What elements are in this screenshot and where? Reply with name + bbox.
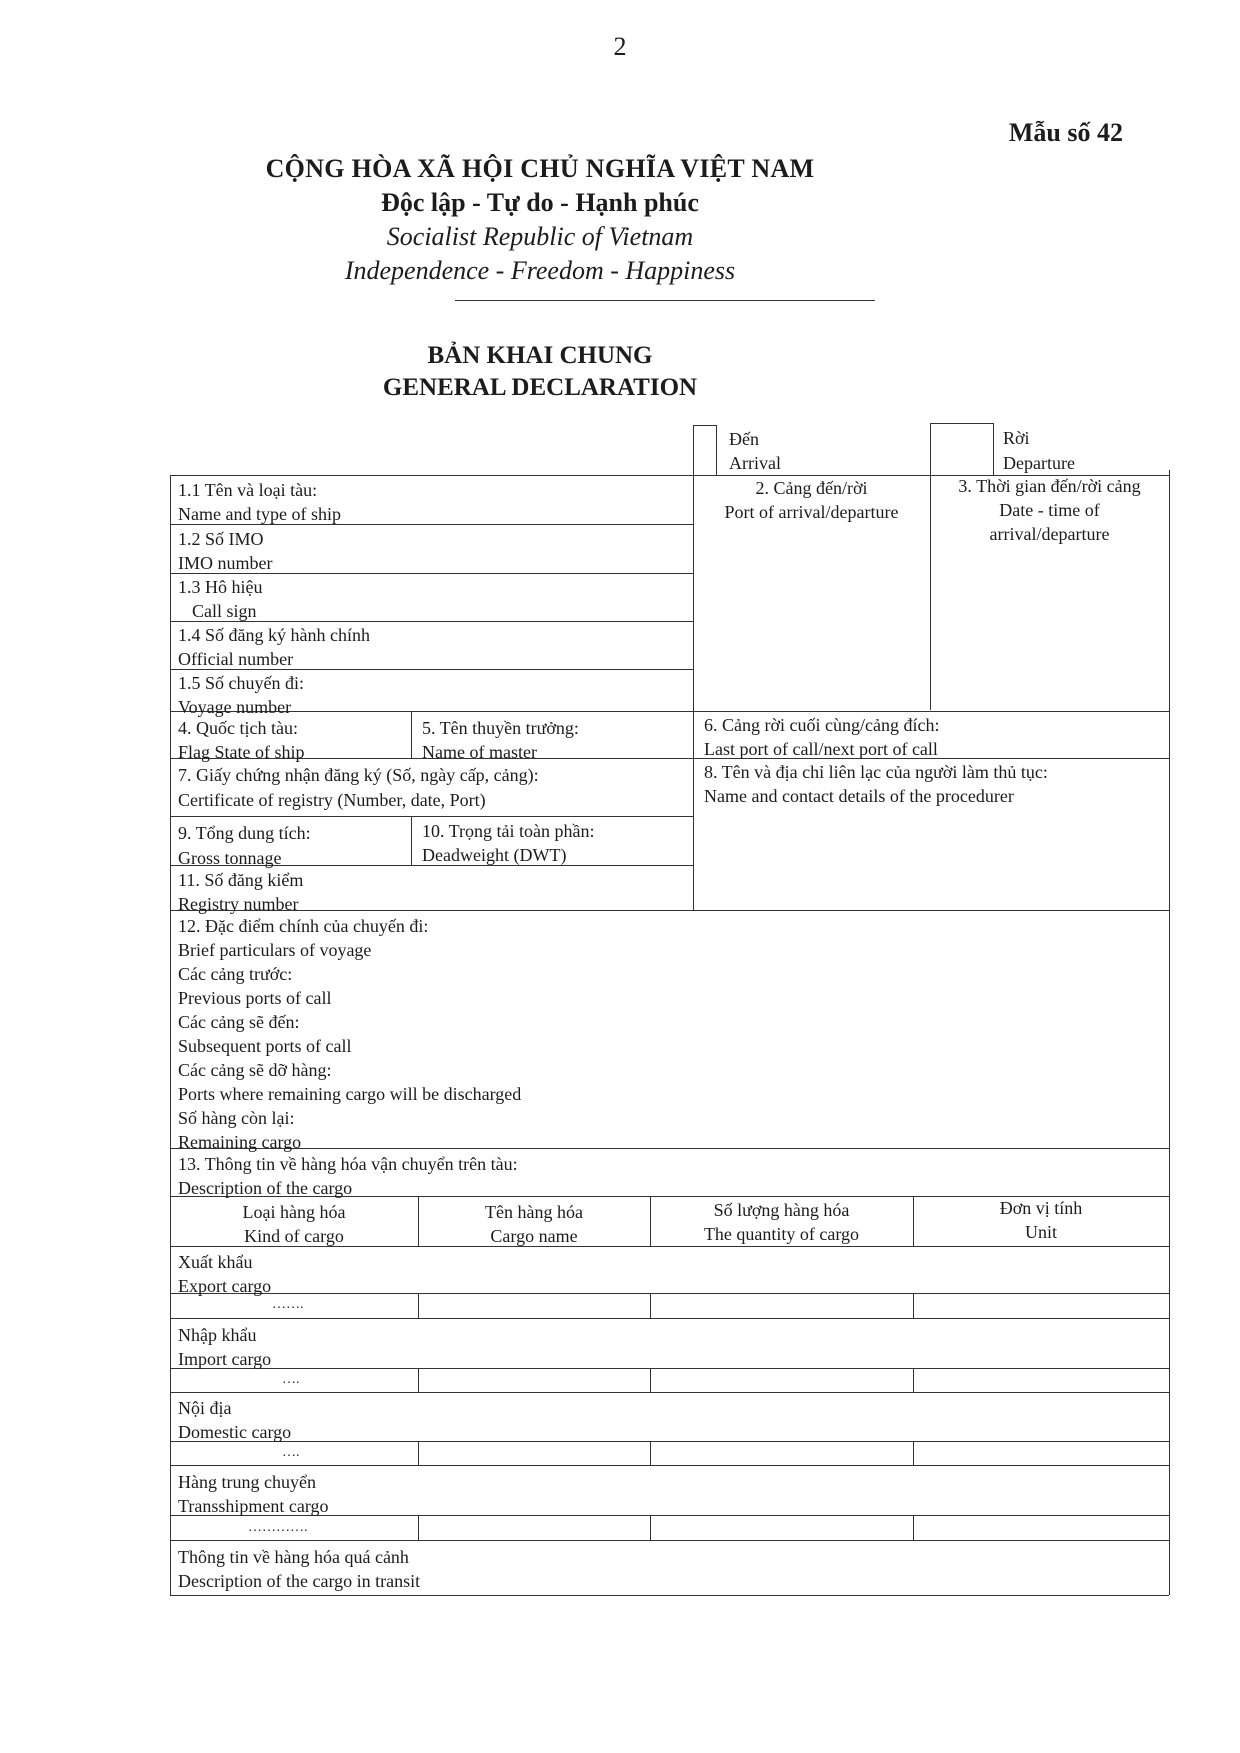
field-5-label-en: Name of master (422, 742, 537, 762)
field-12-line: Subsequent ports of call (178, 1036, 352, 1056)
field-1-1-label-en: Name and type of ship (178, 504, 341, 524)
page-number: 2 (613, 32, 627, 61)
field-7-label-vi: 7. Giấy chứng nhận đăng ký (Số, ngày cấp, cảng): (178, 765, 539, 785)
cargo-header-kind-en: Kind of cargo (244, 1226, 344, 1246)
field-12-line: Số hàng còn lại: (178, 1108, 295, 1128)
field-12-line: Các cảng sẽ dỡ hàng: (178, 1060, 332, 1080)
arrival-label-vi: Đến (729, 429, 759, 449)
field-1-3-label-vi: 1.3 Hô hiệu (178, 577, 263, 597)
field-5-label-vi: 5. Tên thuyền trưởng: (422, 718, 579, 738)
field-3-label-vi: 3. Thời gian đến/rời cảng (958, 476, 1141, 496)
field-1-1-label-vi: 1.1 Tên và loại tàu: (178, 480, 318, 500)
national-motto: Độc lập - Tự do - Hạnh phúc (381, 188, 699, 217)
import-label-en: Import cargo (178, 1349, 272, 1369)
export-dots: ……. (272, 1297, 304, 1312)
field-11-label-vi: 11. Số đăng kiểm (178, 870, 304, 890)
arrival-label-en: Arrival (729, 453, 781, 473)
transshipment-dots: …………. (248, 1520, 308, 1535)
national-name: CỘNG HÒA XÃ HỘI CHỦ NGHĨA VIỆT NAM (265, 154, 815, 183)
field-2-label-vi: 2. Cảng đến/rời (755, 478, 868, 498)
transit-label-vi: Thông tin về hàng hóa quá cảnh (178, 1547, 409, 1567)
transshipment-label-en: Transshipment cargo (178, 1496, 329, 1516)
field-13-label-vi: 13. Thông tin về hàng hóa vận chuyển trên tàu: (178, 1154, 518, 1174)
field-9-label-vi: 9. Tổng dung tích: (178, 823, 311, 843)
field-12-line: 12. Đặc điểm chính của chuyến đi: (178, 916, 429, 936)
cargo-header-kind-vi: Loại hàng hóa (242, 1202, 346, 1222)
header-divider (455, 300, 875, 301)
field-12-line: Các cảng trước: (178, 964, 293, 984)
field-12-line: Các cảng sẽ đến: (178, 1012, 300, 1032)
domestic-dots: …. (282, 1445, 300, 1460)
field-4-label-en: Flag State of ship (178, 742, 305, 762)
field-13-label-en: Description of the cargo (178, 1178, 353, 1198)
export-label-vi: Xuất khẩu (178, 1252, 253, 1272)
national-name-en: Socialist Republic of Vietnam (386, 222, 694, 251)
field-1-3-label-en: Call sign (192, 601, 257, 621)
form-code: Mẫu số 42 (1008, 118, 1123, 147)
cargo-header-unit-vi: Đơn vị tính (999, 1198, 1083, 1218)
departure-label-en: Departure (1003, 453, 1075, 473)
field-1-5-label-en: Voyage number (178, 697, 292, 717)
transit-label-en: Description of the cargo in transit (178, 1571, 421, 1591)
document-title (0, 340, 1160, 404)
field-12-line: Remaining cargo (178, 1132, 302, 1152)
field-10-label-en: Deadweight (DWT) (422, 845, 567, 865)
field-2-label-en: Port of arrival/departure (724, 502, 899, 522)
field-1-2-label-vi: 1.2 Số IMO (178, 529, 264, 549)
field-1-2-label-en: IMO number (178, 553, 273, 573)
field-1-5-label-vi: 1.5 Số chuyến đi: (178, 673, 304, 693)
cargo-header-unit-en: Unit (1024, 1222, 1057, 1242)
cargo-header-quantity-vi: Số lượng hàng hóa (713, 1200, 850, 1220)
field-1-4-label-vi: 1.4 Số đăng ký hành chính (178, 625, 370, 645)
field-7-label-en: Certificate of registry (Number, date, Port) (178, 790, 486, 810)
title-en: GENERAL DECLARATION (382, 374, 698, 401)
cargo-header-quantity-en: The quantity of cargo (703, 1224, 860, 1244)
field-8-label-en: Name and contact details of the procedurer (704, 786, 1014, 806)
field-8-label-vi: 8. Tên và địa chỉ liên lạc của người làm thủ tục: (704, 762, 1048, 782)
import-label-vi: Nhập khẩu (178, 1325, 257, 1345)
field-12-line: Ports where remaining cargo will be discharged (178, 1084, 522, 1104)
field-4-label-vi: 4. Quốc tịch tàu: (178, 718, 298, 738)
national-motto-en: Independence - Freedom - Happiness (344, 256, 736, 285)
field-12-line: Brief particulars of voyage (178, 940, 372, 960)
field-6-label-en: Last port of call/next port of call (704, 739, 938, 759)
transshipment-label-vi: Hàng trung chuyển (178, 1472, 316, 1492)
export-label-en: Export cargo (178, 1276, 272, 1296)
field-9-label-en: Gross tonnage (178, 848, 282, 868)
domestic-label-vi: Nội địa (178, 1398, 232, 1418)
field-3-label-en-1: Date - time of (999, 500, 1100, 520)
title-vi: BẢN KHAI CHUNG (427, 342, 653, 369)
field-11-label-en: Registry number (178, 894, 299, 914)
import-dots: …. (282, 1372, 300, 1387)
national-header (0, 152, 1160, 288)
departure-checkbox[interactable] (930, 423, 994, 476)
departure-label-vi: Rời (1003, 428, 1030, 448)
field-10-label-vi: 10. Trọng tải toàn phần: (422, 821, 595, 841)
field-1-4-label-en: Official number (178, 649, 294, 669)
field-3-label-en-2: arrival/departure (989, 524, 1110, 544)
cargo-header-name-en: Cargo name (490, 1226, 578, 1246)
arrival-checkbox[interactable] (693, 425, 717, 476)
field-6-label-vi: 6. Cảng rời cuối cùng/cảng đích: (704, 715, 940, 735)
field-12-line: Previous ports of call (178, 988, 332, 1008)
cargo-header-name-vi: Tên hàng hóa (485, 1202, 583, 1222)
domestic-label-en: Domestic cargo (178, 1422, 292, 1442)
